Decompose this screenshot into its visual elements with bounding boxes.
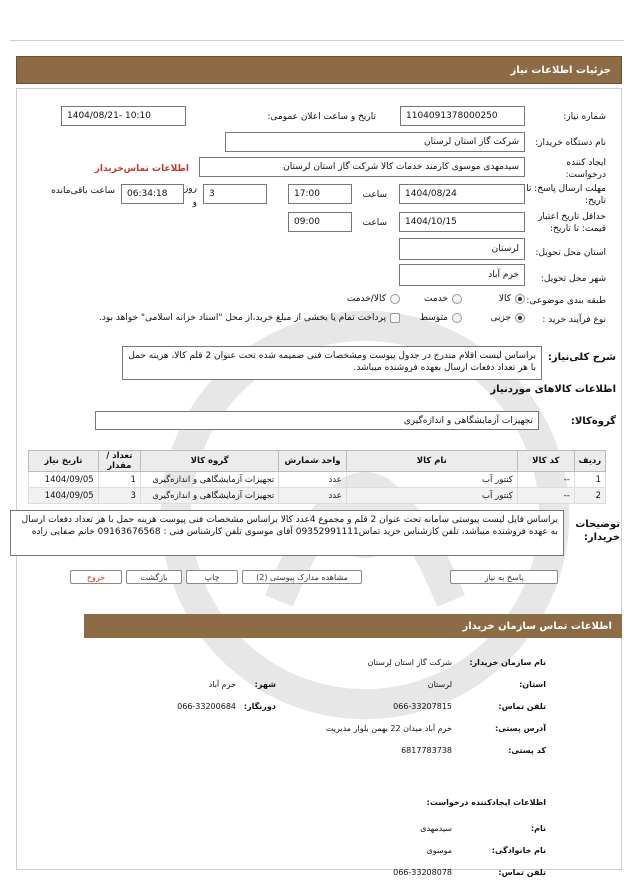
announce-datetime-label: تاریخ و ساعت اعلان عمومی: — [267, 112, 376, 122]
category-option-goods-service[interactable]: کالا/خدمت — [347, 294, 400, 304]
deadline-time-label: ساعت — [362, 190, 387, 200]
goods-section-title: اطلاعات کالاهای موردنیاز — [490, 384, 616, 395]
table-row — [29, 472, 606, 488]
goods-group-label: گروه‌کالا: — [570, 416, 616, 427]
creator-name-label: نام: — [530, 824, 546, 833]
col-group: گروه کالا — [140, 451, 278, 472]
summary-text: براساس لیست اقلام مندرج در جدول پیوست ومشخصات فنی ضمیمه شده تحت عنوان 2 قلم کالا، هزینه حمل با هر تعداد دفعات ارسال بعهده فروشنده میباشد. — [122, 346, 542, 380]
col-row: ردیف — [574, 451, 605, 472]
category-label: طبقه بندی موضوعی: — [526, 296, 606, 306]
deadline-days-label: روز — [183, 184, 197, 194]
cell-name: کنتور آب — [346, 488, 517, 504]
buyer-contact-link[interactable]: اطلاعات تماس‌خریدار — [94, 164, 189, 174]
creator-name-value: سیدمهدی — [420, 824, 452, 833]
need-number-field: 1104091378000250 — [400, 106, 525, 126]
page-header — [16, 56, 622, 84]
goods-group-field: تجهیزات آزمایشگاهی و اندازه‌گیری — [95, 411, 539, 430]
delivery-province-label: استان محل تحویل: — [535, 248, 606, 258]
exit-button[interactable]: خروج — [70, 570, 122, 584]
radio-icon[interactable] — [452, 294, 462, 304]
col-code: کد کالا — [517, 451, 574, 472]
cell-unit: عدد — [279, 472, 347, 488]
buyer-org-label: نام دستگاه خریدار: — [535, 138, 606, 148]
reply-button[interactable]: پاسخ به نیاز — [450, 570, 558, 584]
announce-datetime-field: 1404/08/21- 10:10 — [61, 106, 186, 126]
deadline-label-2: تاریخ: — [585, 196, 606, 206]
contact-fax-label: دورنگار: — [243, 702, 276, 711]
cell-row: 1 — [574, 472, 605, 488]
contact-address-value: خرم آباد میدان 22 بهمن بلوار مدیریت — [325, 724, 452, 733]
cell-qty: 3 — [98, 488, 140, 504]
cell-group: تجهیزات آزمایشگاهی و اندازه‌گیری — [140, 472, 278, 488]
price-validity-time-field: 09:00 — [288, 212, 352, 232]
contact-province-value: لرستان — [427, 680, 452, 689]
deadline-label-1: مهلت ارسال پاسخ: تا — [526, 184, 606, 194]
col-date: تاریخ نیاز — [29, 451, 99, 472]
contact-province-label: استان: — [519, 680, 546, 689]
table-header-row — [29, 451, 606, 472]
requester-label-1: ایجاد کننده — [566, 158, 606, 168]
buyer-notes-text: براساس فایل لیست پیوستی سامانه تحت عنوان 2 قلم و مجموع 4عدد کالا براساس مشخصات فنی پیوست هزینه حمل با هر تعداد دفعات ارسال به عهده فروشنده میباشد، تلفن کارشناس خرید تماس09352991111 آقای موسوی تلفن کارشناس فنی : 09163676568 خانم صفایی زاده — [10, 510, 564, 556]
delivery-province-field: لرستان — [399, 238, 525, 260]
cell-qty: 1 — [98, 472, 140, 488]
process-type-label: نوع فرآیند خرید : — [542, 315, 606, 325]
table-row — [29, 488, 606, 504]
cell-unit: عدد — [279, 488, 347, 504]
creator-family-value: موسوی — [426, 846, 452, 855]
contact-postal-label: کد پستی: — [508, 746, 546, 755]
contact-city-value: خرم آباد — [208, 680, 236, 689]
contact-phone-label: تلفن تماس: — [498, 702, 546, 711]
contact-phone-value: 066-33207815 — [393, 702, 452, 711]
buyer-contact-title: اطلاعات تماس سازمان خریدار — [462, 620, 612, 632]
checkbox-icon[interactable] — [390, 313, 400, 323]
radio-icon[interactable] — [515, 294, 525, 304]
view-attachments-button[interactable]: مشاهده مدارک پیوستی (2) — [242, 570, 362, 584]
cell-code: -- — [517, 488, 574, 504]
remaining-time-label: ساعت باقی‌مانده — [51, 186, 115, 196]
requester-label-2: درخواست: — [565, 170, 606, 180]
buyer-notes-label: توضیحات خریدار: — [575, 519, 620, 543]
creator-phone-label: تلفن تماس: — [498, 868, 546, 877]
top-divider — [10, 40, 624, 41]
deadline-time-field: 17:00 — [288, 184, 352, 204]
back-button[interactable]: بازگشت — [126, 570, 182, 584]
creator-phone-value: 066-33208078 — [393, 868, 452, 877]
category-option-service[interactable]: خدمت — [424, 294, 462, 304]
cell-row: 2 — [574, 488, 605, 504]
delivery-city-field: خرم آباد — [399, 264, 525, 286]
cell-group: تجهیزات آزمایشگاهی و اندازه‌گیری — [140, 488, 278, 504]
page-title: جزئیات اطلاعات نیاز — [510, 64, 611, 76]
creator-section-title: اطلاعات ایجادکننده درخواست: — [426, 798, 546, 807]
process-option-medium[interactable]: متوسط — [420, 313, 462, 323]
remaining-time-field: 06:34:18 — [121, 184, 184, 204]
cell-code: -- — [517, 472, 574, 488]
category-option-goods[interactable]: کالا — [499, 294, 525, 304]
deadline-days-field: 3 — [203, 184, 267, 204]
price-validity-time-label: ساعت — [362, 218, 387, 228]
goods-table — [28, 450, 606, 504]
contact-postal-value: 6817783738 — [401, 746, 452, 755]
cell-date: 1404/09/05 — [29, 472, 99, 488]
buyer-org-name-label: نام سازمان خریدار: — [469, 658, 546, 667]
price-validity-label-2: قیمت: تا تاریخ: — [550, 224, 606, 234]
contact-fax-value: 066-33200684 — [177, 702, 236, 711]
treasury-bonds-checkbox[interactable]: پرداخت تمام یا بخشی از مبلغ خرید،از محل "اسناد خزانه اسلامی" خواهد بود. — [99, 313, 400, 323]
process-option-minor[interactable]: جزیی — [490, 313, 525, 323]
requester-field: سیدمهدی موسوی کارمند خدمات کالا شرکت گاز استان لرستان — [199, 157, 525, 177]
contact-address-label: آدرس پستی: — [495, 724, 546, 733]
buyer-org-name-value: شرکت گاز استان لرستان — [367, 658, 452, 667]
summary-label: شرح کلی‌نیاز: — [547, 352, 616, 363]
creator-family-label: نام خانوادگی: — [491, 846, 546, 855]
col-qty: تعداد / مقدار — [98, 451, 140, 472]
buyer-org-field: شرکت گاز استان لرستان — [225, 132, 525, 152]
radio-icon[interactable] — [452, 313, 462, 323]
delivery-city-label: شهر محل تحویل: — [540, 274, 606, 284]
radio-icon[interactable] — [515, 313, 525, 323]
print-button[interactable]: چاپ — [186, 570, 238, 584]
price-validity-date-field: 1404/10/15 — [399, 212, 525, 232]
col-unit: واحد شمارش — [279, 451, 347, 472]
cell-date: 1404/09/05 — [29, 488, 99, 504]
deadline-and-label: و — [192, 198, 197, 208]
buyer-contact-header — [84, 614, 622, 638]
price-validity-label-1: حداقل تاریخ اعتبار — [538, 212, 606, 222]
need-number-label: شماره نیاز: — [563, 112, 606, 122]
contact-city-label: شهر: — [254, 680, 276, 689]
deadline-date-field: 1404/08/24 — [399, 184, 525, 204]
radio-icon[interactable] — [390, 294, 400, 304]
col-name: نام کالا — [346, 451, 517, 472]
cell-name: کنتور آب — [346, 472, 517, 488]
